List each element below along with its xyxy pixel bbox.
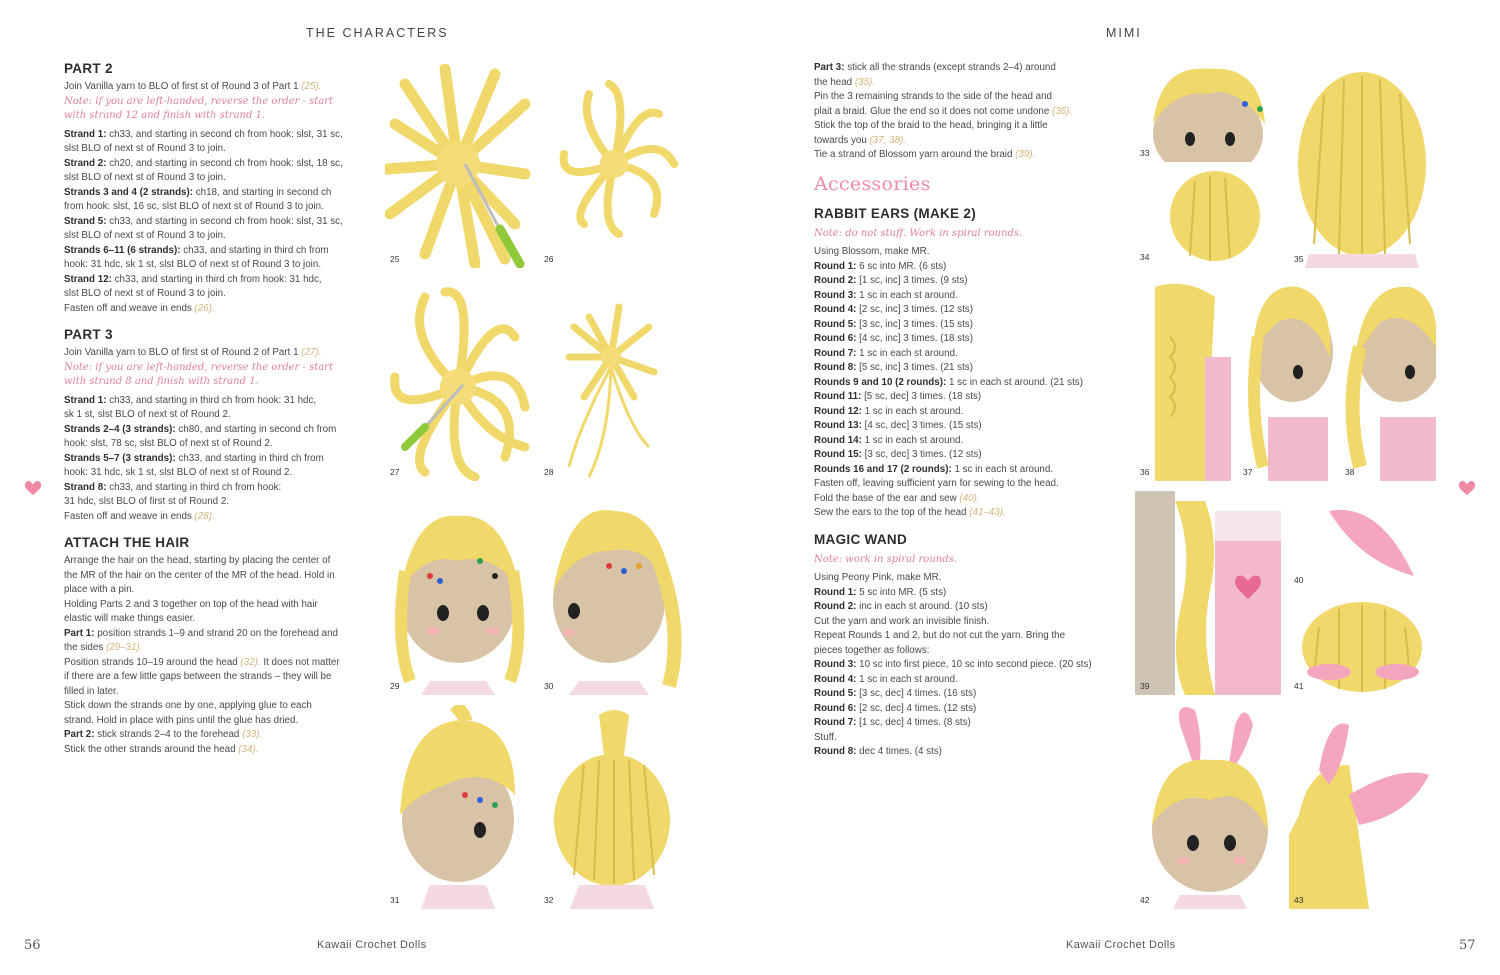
photo-number: 26	[544, 254, 554, 264]
instruction-text: ch33, and starting in third ch from	[180, 244, 329, 256]
instruction-label: Round 7:	[814, 347, 857, 359]
instruction-line	[64, 244, 374, 259]
instruction-text: slst BLO of next st of Round 3 to join.	[64, 288, 226, 299]
instruction-label: Round 12:	[814, 405, 862, 417]
instruction-text: the head	[814, 76, 855, 88]
instruction-label: Strand 1:	[64, 394, 107, 406]
instruction-label: Round 1:	[814, 260, 857, 272]
instruction-text: 6 sc into MR. (6 sts)	[856, 260, 947, 272]
photo-reference: (37, 38).	[869, 134, 907, 146]
instruction-text: Pin the 3 remaining strands to the side of the head and	[814, 91, 1053, 102]
instruction-line	[814, 245, 1124, 260]
instruction-line	[64, 408, 374, 423]
instruction-text: pieces together as follows:	[814, 644, 930, 656]
part2-instructions	[64, 128, 374, 302]
instruction-line	[814, 318, 1124, 333]
instruction-line	[64, 186, 374, 201]
footer-title-left: Kawaii Crochet Dolls	[317, 939, 427, 951]
heart-icon-right	[1458, 480, 1476, 496]
instruction-label: Strand 5:	[64, 215, 107, 227]
photo-38	[1340, 277, 1436, 481]
instruction-line	[814, 434, 1124, 449]
instruction-label: Rounds 16 and 17 (2 rounds):	[814, 463, 952, 475]
instruction-line	[64, 598, 374, 613]
instruction-text: ch33, and starting in third ch from hook:	[106, 481, 282, 493]
instruction-line	[64, 656, 374, 671]
photo-number: 35	[1294, 254, 1304, 264]
instruction-text: Using Blossom, make MR.	[814, 246, 930, 257]
running-head-left: THE CHARACTERS	[306, 26, 449, 40]
instruction-line	[64, 554, 374, 569]
instruction-label: Round 5:	[814, 318, 857, 330]
photo-43	[1289, 705, 1435, 909]
photo-reference: (36).	[1052, 105, 1073, 117]
instruction-text: Stick the top of the braid to the head, bringing it a little	[814, 120, 1048, 131]
instruction-label: Strand 1:	[64, 128, 107, 140]
instruction-line	[64, 229, 374, 244]
photo-number: 32	[544, 895, 554, 905]
instruction-line	[64, 495, 374, 510]
instruction-text: Repeat Rounds 1 and 2, but do not cut the yarn. Bring the	[814, 630, 1066, 641]
instruction-line	[814, 419, 1124, 434]
instruction-label: Round 4:	[814, 673, 857, 685]
photo-26	[539, 64, 685, 268]
instruction-line	[64, 612, 374, 627]
instruction-line	[814, 506, 1124, 521]
page-number-left: 56	[24, 938, 41, 953]
instruction-text: hook: 31 hdc, sk 1 st, slst BLO of next st of Round 3 to join.	[64, 259, 322, 270]
photo-number: 36	[1140, 467, 1150, 477]
photo-reference: (40).	[959, 492, 980, 504]
instruction-text: ch20, and starting in second ch from hook: slst, 18 sc,	[106, 157, 343, 169]
instruction-line	[814, 448, 1124, 463]
instruction-line	[64, 583, 374, 598]
instruction-line	[64, 670, 374, 685]
left-text-column	[64, 60, 374, 757]
instruction-line	[814, 571, 1124, 586]
part2-intro: Join Vanilla yarn to BLO of first st of Round 3 of Part 1 (25).	[64, 81, 322, 92]
instruction-text: dec 4 times. (4 sts)	[856, 746, 942, 757]
photo-number: 31	[390, 895, 400, 905]
attach-instructions	[64, 554, 374, 757]
instruction-label: Round 6:	[814, 702, 857, 714]
photo-number: 41	[1294, 681, 1304, 691]
instruction-line	[64, 699, 374, 714]
instruction-label: Round 8:	[814, 362, 857, 373]
instruction-label: Strand 8:	[64, 481, 107, 493]
instruction-line	[64, 685, 374, 700]
instruction-text: Arrange the hair on the head, starting by placing the center of	[64, 555, 331, 566]
instruction-line	[814, 405, 1124, 420]
instruction-text: 1 sc in each st around. (21 sts)	[946, 376, 1083, 388]
photo-number: 29	[390, 681, 400, 691]
instruction-line	[64, 394, 374, 409]
instruction-text: ch18, and starting in second ch	[193, 186, 332, 198]
instruction-line	[814, 716, 1124, 731]
instruction-text: [1 sc, dec] 4 times. (8 sts)	[856, 717, 971, 728]
instruction-line	[64, 215, 374, 230]
instruction-line	[64, 273, 374, 288]
part3-heading: PART 3	[64, 327, 113, 342]
instruction-text: slst BLO of next st of Round 3 to join.	[64, 230, 226, 241]
photo-41	[1289, 597, 1435, 695]
instruction-text: Using Peony Pink, make MR.	[814, 572, 942, 583]
instruction-label: Strand 12:	[64, 273, 112, 285]
instruction-line	[64, 437, 374, 452]
instruction-text: slst BLO of next st of Round 3 to join.	[64, 143, 226, 154]
instruction-line	[814, 303, 1124, 318]
part3-intro: Join Vanilla yarn to BLO of first st of Round 2 of Part 1 (27).	[64, 347, 322, 358]
instruction-text: Tie a strand of Blossom yarn around the braid	[814, 149, 1016, 160]
photo-28	[539, 277, 685, 481]
part3-instructions	[64, 394, 374, 510]
instruction-label: Round 2:	[814, 275, 857, 286]
photo-number: 37	[1243, 467, 1253, 477]
part3-note: Note: if you are left-handed, reverse the order - start with strand 8 and finish with strand 1.	[64, 361, 333, 387]
instruction-label: Round 6:	[814, 333, 857, 344]
instruction-label: Part 2:	[64, 729, 95, 740]
photo-reference: (34).	[238, 743, 259, 755]
instruction-line	[814, 361, 1124, 376]
instruction-text: Sew the ears to the top of the head	[814, 507, 970, 518]
instruction-label: Round 3:	[814, 659, 857, 670]
instruction-text: Holding Parts 2 and 3 together on top of the head with hair	[64, 598, 318, 610]
instruction-line	[814, 702, 1124, 717]
instruction-line	[814, 332, 1124, 347]
instruction-line	[64, 466, 374, 481]
instruction-text: [5 sc, dec] 3 times. (18 sts)	[861, 391, 982, 402]
instruction-text: ch33, and starting in third ch from	[175, 452, 324, 464]
photo-36	[1135, 277, 1231, 481]
instruction-line	[814, 477, 1124, 492]
instruction-text: [1 sc, inc] 3 times. (9 sts)	[856, 275, 968, 286]
photo-number: 27	[390, 467, 400, 477]
instruction-text: Cut the yarn and work an invisible finish.	[814, 615, 990, 627]
instruction-label: Round 4:	[814, 304, 857, 315]
instruction-text: [5 sc, inc] 3 times. (21 sts)	[856, 362, 973, 373]
instruction-line	[814, 274, 1124, 289]
instruction-text: 1 sc in each st around.	[861, 405, 964, 417]
instruction-text: the MR of the hair on the center of the MR of the head. Hold in	[64, 569, 335, 581]
instruction-label: Rounds 9 and 10 (2 rounds):	[814, 376, 947, 388]
photo-32	[539, 705, 685, 909]
photo-number: 42	[1140, 895, 1150, 905]
instruction-text: position strands 1–9 and strand 20 on the forehead and	[94, 627, 338, 639]
instruction-line	[64, 452, 374, 467]
instruction-label: Strands 2–4 (3 strands):	[64, 423, 176, 435]
photo-number: 38	[1345, 467, 1355, 477]
instruction-text: 1 sc in each st around.	[856, 347, 958, 359]
photo-number: 34	[1140, 252, 1150, 262]
instruction-line	[64, 200, 374, 215]
magic-wand-instructions	[814, 571, 1124, 760]
instruction-line	[64, 743, 374, 758]
photo-42	[1135, 705, 1281, 909]
instruction-text: stick all the strands (except strands 2–4) around	[844, 62, 1056, 73]
instruction-line	[814, 76, 1124, 91]
instruction-label: Round 1:	[814, 586, 857, 598]
instruction-text: [4 sc, dec] 3 times. (15 sts)	[861, 420, 982, 431]
instruction-line	[64, 171, 374, 186]
magic-wand-heading: MAGIC WAND	[814, 531, 907, 547]
instruction-label: Round 15:	[814, 449, 862, 460]
photo-33	[1135, 64, 1281, 162]
instruction-line	[64, 157, 374, 172]
photo-29	[385, 491, 531, 695]
photo-reference: (41–43).	[969, 507, 1006, 518]
photo-25	[385, 64, 531, 268]
magic-wand-note: Note: work in spiral rounds.	[814, 553, 957, 565]
instruction-text: ch33, and starting in third ch from hook: 31 hdc,	[106, 394, 317, 406]
instruction-line	[814, 260, 1124, 275]
instruction-label: Round 14:	[814, 434, 862, 446]
instruction-line	[814, 745, 1124, 760]
instruction-line	[814, 658, 1124, 673]
photo-reference: (35).	[854, 76, 876, 88]
instruction-line	[814, 673, 1124, 688]
instruction-line	[64, 481, 374, 496]
instruction-line	[64, 287, 374, 302]
photo-reference: (33).	[242, 729, 263, 740]
instruction-text: hook: slst, 78 sc, slst BLO of next st of Round 2.	[64, 438, 273, 449]
instruction-text: inc in each st around. (10 sts)	[856, 601, 988, 612]
instruction-line	[814, 119, 1124, 134]
instruction-text: [2 sc, dec] 4 times. (12 sts)	[856, 702, 977, 714]
instruction-label: Round 13:	[814, 420, 862, 431]
instruction-label: Part 1:	[64, 627, 95, 639]
instruction-line	[814, 376, 1124, 391]
photo-27	[385, 277, 531, 481]
instruction-text: from hook: slst, 16 sc, slst BLO of next st of Round 3 to join.	[64, 201, 324, 212]
photo-reference: (39).	[1015, 149, 1036, 160]
instruction-line	[814, 134, 1124, 149]
attach-heading: ATTACH THE HAIR	[64, 535, 190, 550]
instruction-text: if there are a few little gaps between the strands – they will be	[64, 671, 332, 682]
instruction-line	[64, 641, 374, 656]
photo-37	[1238, 277, 1334, 481]
instruction-text: slst BLO of next st of Round 3 to join.	[64, 172, 226, 183]
instruction-line	[814, 463, 1124, 478]
instruction-line	[64, 728, 374, 743]
photo-number: 25	[390, 254, 400, 264]
instruction-line	[814, 105, 1124, 120]
part3-fasten: Fasten off and weave in ends (28).	[64, 510, 215, 522]
instruction-line	[814, 586, 1124, 601]
instruction-line	[64, 569, 374, 584]
page-number-right: 57	[1459, 938, 1476, 953]
instruction-line	[814, 615, 1124, 630]
instruction-label: Strand 2:	[64, 157, 107, 169]
instruction-text: plait a braid. Glue the end so it does not come undone	[814, 105, 1053, 117]
instruction-text: 1 sc in each st around.	[861, 434, 964, 446]
instruction-text: ch80, and starting in second ch from	[175, 423, 337, 435]
instruction-text: sk 1 st, slst BLO of next st of Round 2.	[64, 409, 231, 420]
photo-number: 39	[1140, 681, 1150, 691]
instruction-line	[64, 142, 374, 157]
instruction-text: 1 sc in each st around.	[856, 289, 958, 301]
instruction-text: [2 sc, inc] 3 times. (12 sts)	[856, 304, 973, 315]
instruction-text: [3 sc, dec] 3 times. (12 sts)	[861, 449, 982, 460]
instruction-line	[64, 128, 374, 143]
instruction-text: elastic will make things easier.	[64, 613, 196, 624]
instruction-line	[64, 627, 374, 642]
rabbit-ears-heading: RABBIT EARS (MAKE 2)	[814, 205, 977, 221]
part3-continued-instructions	[814, 61, 1124, 163]
photo-30	[539, 491, 685, 695]
instruction-label: Round 3:	[814, 289, 857, 301]
instruction-text: strand. Hold in place with pins until the glue has dried.	[64, 714, 299, 726]
photo-34	[1135, 166, 1281, 266]
instruction-line	[814, 347, 1124, 362]
instruction-line	[814, 687, 1124, 702]
instruction-label: Round 11:	[814, 391, 862, 402]
instruction-text: the sides	[64, 642, 106, 653]
photo-35	[1289, 64, 1435, 268]
part2-heading: PART 2	[64, 61, 113, 76]
right-text-column	[814, 61, 1124, 760]
instruction-label: Round 2:	[814, 601, 857, 612]
instruction-text: Stick the other strands around the head	[64, 743, 239, 755]
instruction-text: [3 sc, dec] 4 times. (16 sts)	[856, 688, 977, 699]
photo-reference: (29–31).	[105, 642, 143, 653]
instruction-text: 1 sc in each st around.	[856, 673, 958, 685]
instruction-label: Round 8:	[814, 746, 857, 757]
instruction-line	[814, 90, 1124, 105]
footer-title-right: Kawaii Crochet Dolls	[1066, 939, 1176, 951]
instruction-line	[814, 61, 1124, 76]
instruction-text: 1 sc in each st around.	[951, 463, 1054, 475]
photo-reference: (32).	[240, 656, 261, 668]
photo-number: 40	[1294, 575, 1304, 585]
instruction-label: Strands 5–7 (3 strands):	[64, 452, 176, 464]
instruction-text: ch33, and starting in second ch from hook: slst, 31 sc,	[106, 128, 343, 140]
instruction-line	[814, 644, 1124, 659]
instruction-line	[814, 289, 1124, 304]
photo-number: 30	[544, 681, 554, 691]
part2-fasten: Fasten off and weave in ends (26).	[64, 302, 215, 314]
photo-number: 33	[1140, 148, 1150, 158]
instruction-text: Position strands 10–19 around the head	[64, 656, 241, 668]
instruction-text: place with a pin.	[64, 584, 135, 595]
instruction-text: ch33, and starting in second ch from hook: slst, 31 sc,	[106, 215, 343, 227]
photo-40	[1289, 491, 1435, 589]
instruction-label: Strands 6–11 (6 strands):	[64, 244, 181, 256]
instruction-text: towards you	[814, 134, 870, 146]
instruction-text: stick strands 2–4 to the forehead	[94, 729, 243, 740]
instruction-line	[814, 731, 1124, 746]
instruction-label: Round 5:	[814, 688, 857, 699]
instruction-label: Part 3:	[814, 62, 845, 73]
instruction-text: [3 sc, inc] 3 times. (15 sts)	[856, 318, 973, 330]
running-head-right: MIMI	[1106, 26, 1142, 40]
instruction-text: ch33, and starting in third ch from hook: 31 hdc,	[111, 273, 322, 285]
instruction-line	[814, 492, 1124, 507]
instruction-line	[814, 390, 1124, 405]
photo-number: 43	[1294, 895, 1304, 905]
instruction-line	[814, 148, 1124, 163]
instruction-line	[814, 629, 1124, 644]
instruction-line	[64, 714, 374, 729]
instruction-text: [4 sc, inc] 3 times. (18 sts)	[856, 333, 973, 344]
photo-31	[385, 705, 531, 909]
photo-number: 28	[544, 467, 554, 477]
rabbit-ears-note: Note: do not stuff. Work in spiral rounds.	[814, 227, 1023, 239]
instruction-line	[64, 258, 374, 273]
instruction-text: It does not matter	[260, 656, 340, 668]
heart-icon-left	[24, 480, 42, 496]
rabbit-ears-instructions	[814, 245, 1124, 521]
instruction-text: filled in later.	[64, 685, 119, 697]
instruction-text: hook: 31 hdc, sk 1 st, slst BLO of next st of Round 2.	[64, 467, 293, 478]
instruction-label: Round 7:	[814, 717, 857, 728]
instruction-text: Fasten off, leaving sufficient yarn for sewing to the head.	[814, 478, 1059, 489]
instruction-text: Stuff.	[814, 731, 837, 743]
part2-note: Note: if you are left-handed, reverse the order - start with strand 12 and finish with strand 1.	[64, 95, 333, 121]
instruction-label: Strands 3 and 4 (2 strands):	[64, 186, 194, 198]
instruction-line	[814, 600, 1124, 615]
accessories-title: Accessories	[814, 172, 931, 195]
instruction-text: Fold the base of the ear and sew	[814, 492, 960, 504]
instruction-text: 10 sc into first piece, 10 sc into second piece. (20 sts)	[856, 659, 1092, 670]
instruction-text: Stick down the strands one by one, applying glue to each	[64, 700, 312, 711]
photo-39	[1135, 491, 1281, 695]
instruction-text: 31 hdc, slst BLO of first st of Round 2.	[64, 496, 229, 507]
instruction-line	[64, 423, 374, 438]
instruction-text: 5 sc into MR. (5 sts)	[856, 586, 947, 598]
